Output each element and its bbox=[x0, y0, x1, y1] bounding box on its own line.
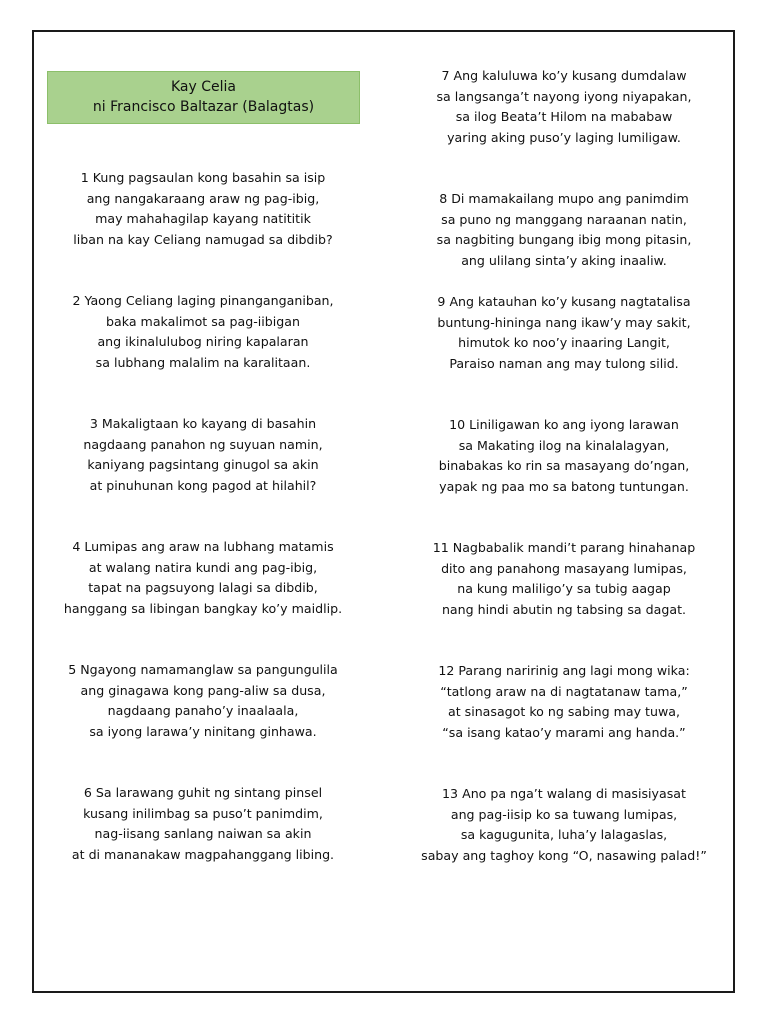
stanza-1 bbox=[48, 168, 358, 250]
poem-title: Kay Celia bbox=[171, 79, 236, 95]
stanza-line: sa ilog Beata’t Hilom na mababaw bbox=[455, 109, 673, 124]
stanza-line: 12 Parang naririnig ang lagi mong wika: bbox=[438, 663, 690, 678]
stanza-line: 3 Makaligtaan ko kayang di basahin bbox=[89, 416, 317, 431]
stanza-line: baka makalimot sa pag-iibigan bbox=[106, 313, 300, 329]
stanza-2 bbox=[48, 291, 358, 373]
stanza-line: sa kagugunita, luha’y lalagaslas, bbox=[460, 827, 668, 842]
stanza-10 bbox=[410, 415, 718, 497]
stanza-line: 6 Sa larawang guhit ng sintang pinsel bbox=[83, 785, 323, 800]
stanza-line: dito ang panahong masayang lumipas, bbox=[441, 560, 687, 576]
stanza-line: sa puno ng manggang naraanan natin, bbox=[441, 211, 687, 227]
stanza-13 bbox=[410, 784, 718, 866]
stanza-line: 1 Kung pagsaulan kong basahin sa isip bbox=[80, 170, 326, 185]
stanza-line: 10 Liniligawan ko ang iyong larawan bbox=[449, 417, 679, 432]
stanza-line: yaring aking puso’y laging lumiligaw. bbox=[447, 129, 681, 145]
stanza-line: sa nagbiting bungang ibig mong pitasin, bbox=[436, 232, 692, 247]
stanza-line: nang hindi abutin ng tabsing sa dagat. bbox=[441, 601, 687, 617]
stanza-line: tapat na pagsuyong lalagi sa dibdib, bbox=[88, 580, 318, 595]
stanza-4 bbox=[48, 537, 358, 619]
stanza-line: “sa isang katao’y marami ang handa.” bbox=[442, 724, 686, 740]
stanza-line: 5 Ngayong namamanglaw sa pangungulila bbox=[68, 662, 338, 677]
stanza-line: buntung-hininga nang ikaw’y may sakit, bbox=[437, 314, 691, 330]
stanza-8 bbox=[410, 189, 718, 271]
stanza-line: 9 Ang katauhan ko’y kusang nagtatalisa bbox=[437, 294, 691, 309]
stanza-line: na kung maliligo’y sa tubig aagap bbox=[457, 581, 671, 596]
poem-author: ni Francisco Baltazar (Balagtas) bbox=[92, 99, 315, 115]
stanza-line: kusang inilimbag sa puso’t panimdim, bbox=[83, 805, 323, 821]
stanza-7 bbox=[410, 66, 718, 148]
stanza-line: sa langsanga’t nayong iyong niyapakan, bbox=[436, 88, 692, 104]
stanza-line: may mahahagilap kayang natititik bbox=[95, 211, 311, 226]
stanza-12 bbox=[410, 661, 718, 743]
stanza-line: at pinuhunan kong pagod at hilahil? bbox=[89, 477, 317, 493]
stanza-line: binabakas ko rin sa masayang do’ngan, bbox=[438, 458, 690, 473]
stanza-line: sabay ang taghoy kong “O, nasawing palad!” bbox=[421, 847, 707, 863]
stanza-line: Paraiso naman ang may tulong silid. bbox=[449, 355, 679, 371]
stanza-line: at sinasagot ko ng sabing may tuwa, bbox=[447, 704, 680, 719]
stanza-9 bbox=[410, 292, 718, 374]
stanza-line: hanggang sa libingan bangkay ko’y maidlip. bbox=[63, 600, 343, 616]
stanza-line: 13 Ano pa nga’t walang di masisiyasat bbox=[442, 786, 686, 801]
stanza-5 bbox=[48, 660, 358, 742]
poem-title-box bbox=[47, 71, 360, 124]
stanza-line: 11 Nagbabalik mandi’t parang hinahanap bbox=[432, 540, 696, 555]
stanza-line: yapak ng paa mo sa batong tuntungan. bbox=[439, 478, 689, 494]
stanza-line: 4 Lumipas ang araw na lubhang matamis bbox=[72, 539, 334, 554]
stanza-line: at di mananakaw magpahanggang libing. bbox=[71, 846, 335, 862]
stanza-line: ang ginagawa kong pang-aliw sa dusa, bbox=[80, 682, 326, 698]
stanza-line: at walang natira kundi ang pag-ibig, bbox=[88, 559, 318, 575]
stanza-line: liban na kay Celiang namugad sa dibdib? bbox=[73, 231, 333, 247]
stanza-line: sa iyong larawa’y ninitang ginhawa. bbox=[89, 723, 317, 739]
stanza-line: nagdaang panaho’y inaalaala, bbox=[107, 703, 299, 718]
stanza-line: 2 Yaong Celiang laging pinanganganiban, bbox=[72, 293, 334, 308]
stanza-line: ang pag-iisip ko sa tuwang lumipas, bbox=[450, 806, 678, 822]
stanza-line: kaniyang pagsintang ginugol sa akin bbox=[87, 457, 319, 472]
stanza-line: sa Makating ilog na kinalalagyan, bbox=[458, 437, 670, 453]
stanza-line: sa lubhang malalim na karalitaan. bbox=[95, 354, 311, 370]
stanza-line: “tatlong araw na di nagtatanaw tama,” bbox=[440, 683, 688, 699]
stanza-line: himutok ko noo’y inaaring Langit, bbox=[458, 335, 670, 350]
stanza-line: nag-iisang sanlang naiwan sa akin bbox=[94, 826, 312, 841]
stanza-line: ang ikinalulubog niring kapalaran bbox=[97, 334, 309, 349]
stanza-3 bbox=[48, 414, 358, 496]
stanza-line: 7 Ang kaluluwa ko’y kusang dumdalaw bbox=[441, 68, 687, 83]
stanza-line: ang nangakaraang araw ng pag-ibig, bbox=[86, 190, 320, 206]
stanza-11 bbox=[410, 538, 718, 620]
stanza-line: 8 Di mamakailang mupo ang panimdim bbox=[439, 191, 689, 206]
stanza-6 bbox=[48, 783, 358, 865]
stanza-line: ang ulilang sinta’y aking inaaliw. bbox=[461, 252, 667, 268]
stanza-line: nagdaang panahon ng suyuan namin, bbox=[83, 436, 323, 452]
